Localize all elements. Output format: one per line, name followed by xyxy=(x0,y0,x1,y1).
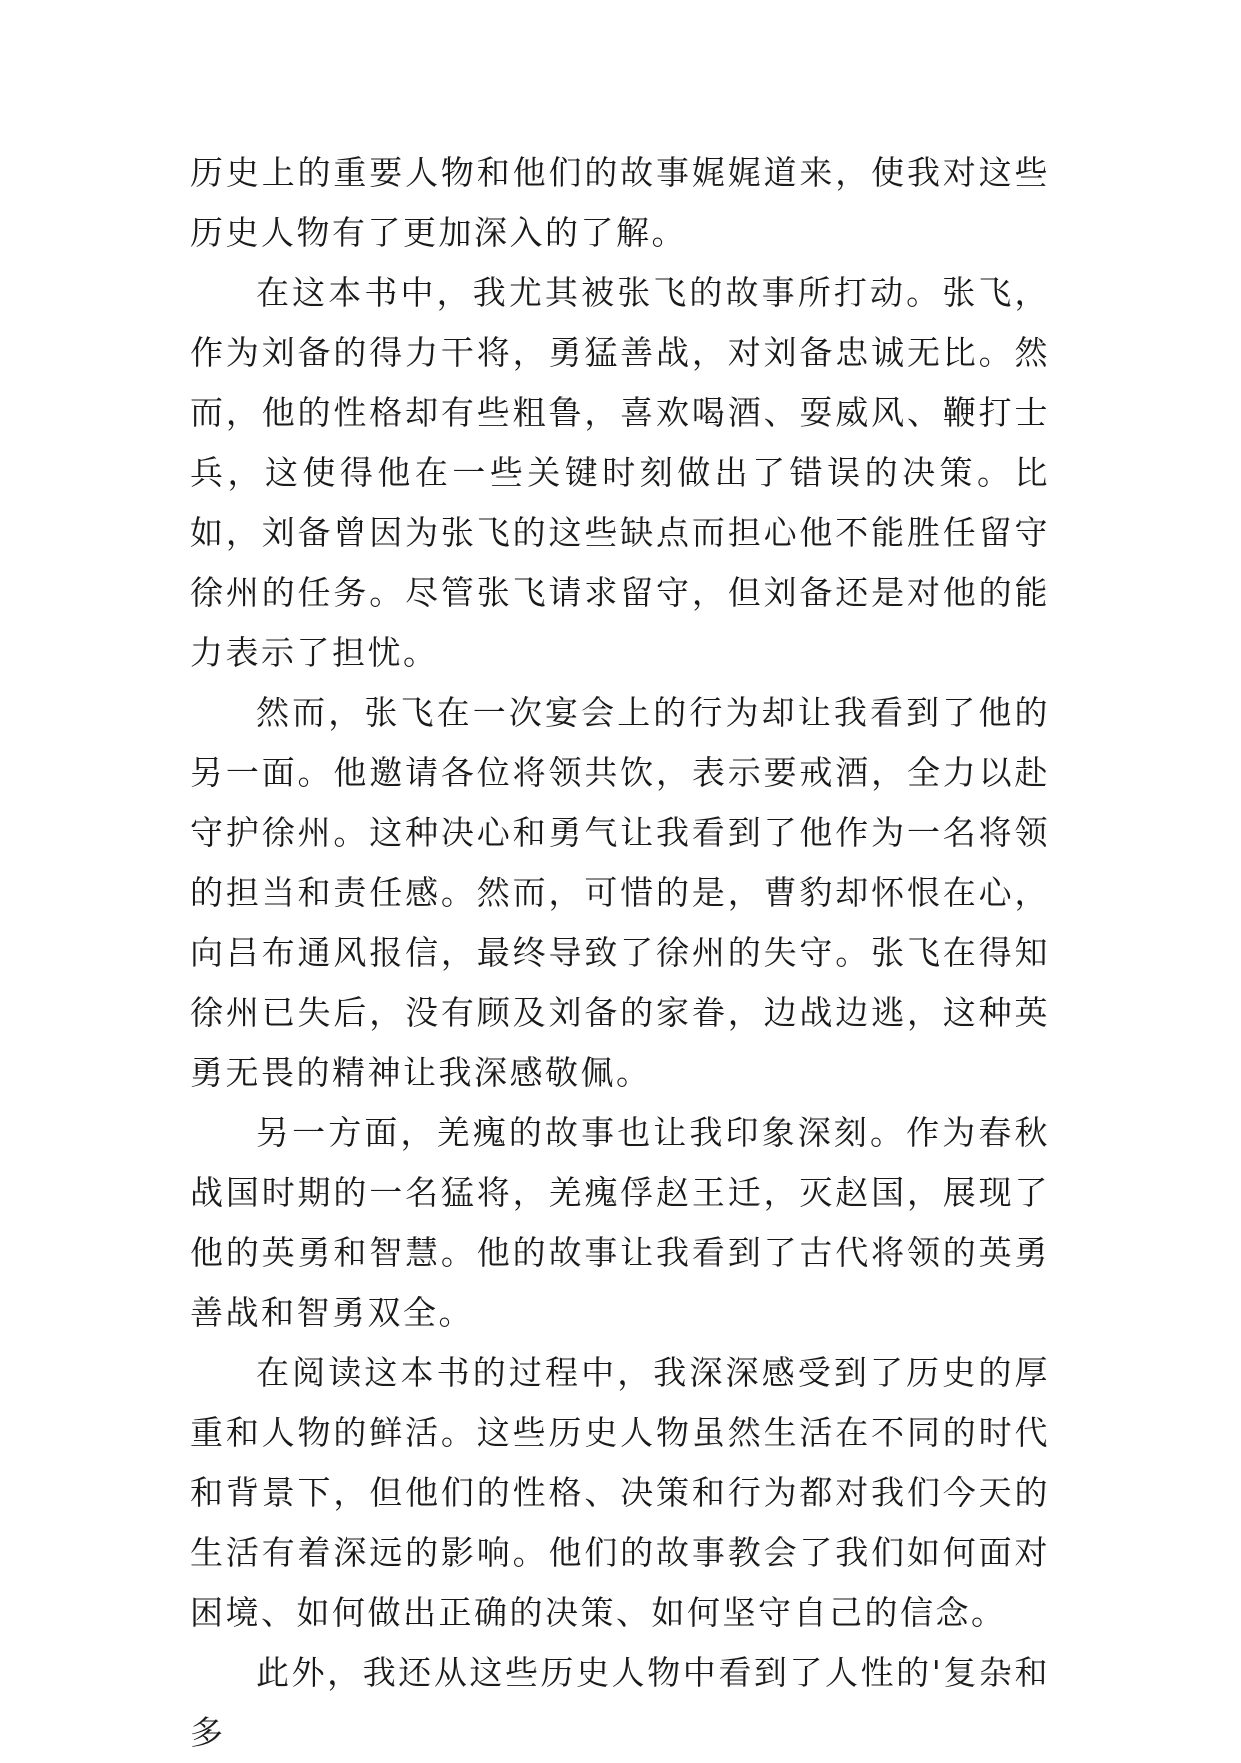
paragraph-5: 在阅读这本书的过程中，我深深感受到了历史的厚重和人物的鲜活。这些历史人物虽然生活在不同的时代和背景下，但他们的性格、决策和行为都对我们今天的生活有着深远的影响。他们的故事教会了我们如何面对困境、如何做出正确的决策、如何坚守自己的信念。 xyxy=(190,1353,1050,1632)
paragraph-3: 然而，张飞在一次宴会上的行为却让我看到了他的另一面。他邀请各位将领共饮，表示要戒酒，全力以赴守护徐州。这种决心和勇气让我看到了他作为一名将领的担当和责任感。然而，可惜的是，曹豹却怀恨在心，向吕布通风报信，最终导致了徐州的失守。张飞在得知徐州已失后，没有顾及刘备的家眷，边战边逃，这种英勇无畏的精神让我深感敬佩。 xyxy=(190,693,1050,1092)
paragraph-4: 另一方面，羌瘣的故事也让我印象深刻。作为春秋战国时期的一名猛将，羌瘣俘赵王迁，灭赵国，展现了他的英勇和智慧。他的故事让我看到了古代将领的英勇善战和智勇双全。 xyxy=(190,1113,1050,1332)
paragraph-2: 在这本书中，我尤其被张飞的故事所打动。张飞，作为刘备的得力干将，勇猛善战，对刘备忠诚无比。然而，他的性格却有些粗鲁，喜欢喝酒、耍威风、鞭打士兵，这使得他在一些关键时刻做出了错误的决策。比如，刘备曾因为张飞的这些缺点而担心他不能胜任留守徐州的任务。尽管张飞请求留守，但刘备还是对他的能力表示了担忧。 xyxy=(190,273,1050,672)
paragraph-1: 历史上的重要人物和他们的故事娓娓道来，使我对这些历史人物有了更加深入的了解。 xyxy=(190,153,1050,252)
paragraph-6: 此外，我还从这些历史人物中看到了人性的'复杂和多 xyxy=(190,1653,1050,1752)
document-body xyxy=(190,143,1050,1763)
